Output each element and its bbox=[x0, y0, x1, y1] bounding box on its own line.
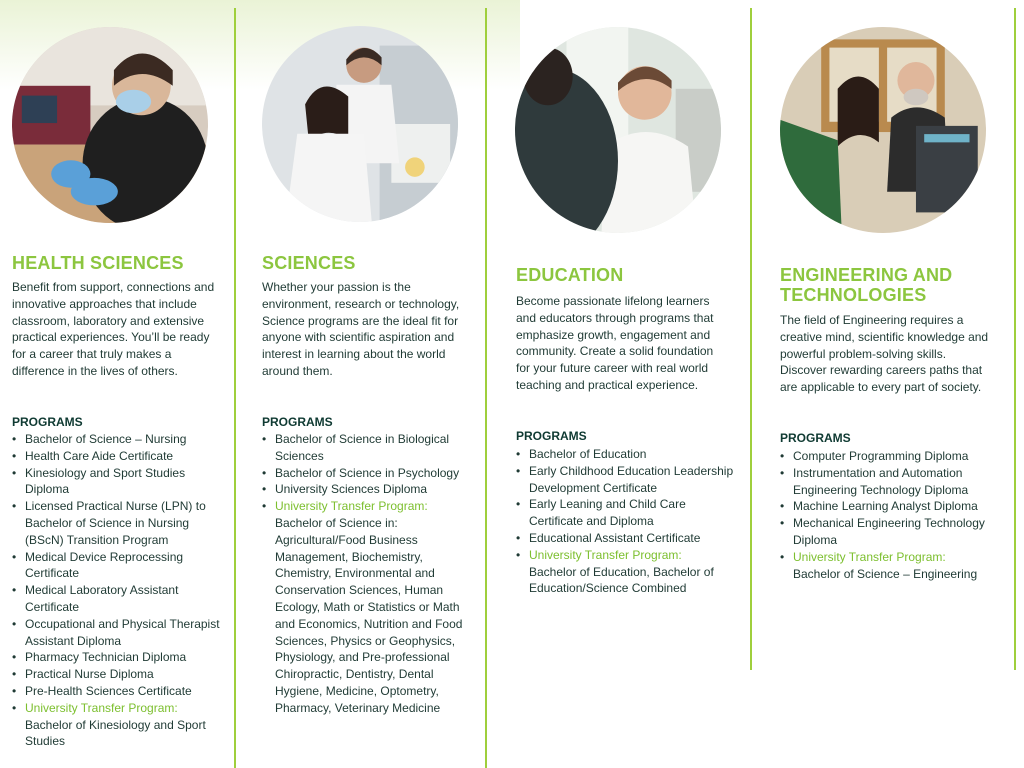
divider-3 bbox=[750, 8, 752, 670]
photo-health-sciences bbox=[12, 27, 208, 223]
program-item bbox=[780, 549, 995, 583]
section-description: Benefit from support, connections and innovative approaches that include classroom, laboratory and extensive practical experiences. You’ll be ready for a career that truly makes a difference in the lives of others. bbox=[12, 280, 215, 378]
program-item bbox=[780, 448, 995, 465]
program-item-text: Bachelor of Science in: Agricultural/Food Business Management, Biochemistry, Chemistry, Environmental and Conservation Sciences, Human Ecology, Math or Statistics or Math and Economics, Nutrition and Food Sciences, Physics or Geophysics, Physiology, and Pre-professional Chiropractic, Dentistry, Dental Hygiene, Medicine, Optometry, Pharmacy, Veterinary Medicine bbox=[275, 515, 463, 715]
program-item-text: Bachelor of Science – Engineering bbox=[793, 566, 978, 581]
program-item-text: Bachelor of Education bbox=[529, 447, 647, 461]
program-item-text: Educational Assistant Certificate bbox=[529, 530, 701, 545]
program-item bbox=[516, 547, 736, 597]
programs-heading: PROGRAMS bbox=[516, 429, 587, 443]
program-item-text: Bachelor of Kinesiology and Sport Studies bbox=[25, 717, 206, 749]
section-description: Whether your passion is the environment, research or technology, Science programs are the ideal fit for anyone with scientific aspiration and interest in learning about the world around them. bbox=[262, 280, 460, 378]
program-list bbox=[516, 446, 736, 597]
program-item-text: Early Leaning and Child Care Certificate and Diploma bbox=[529, 497, 686, 529]
program-item-text: Early Childhood Education Leadership Development Certificate bbox=[529, 463, 734, 495]
program-highlight-label: University Transfer Program: bbox=[275, 499, 428, 514]
program-item bbox=[780, 515, 995, 549]
program-item bbox=[262, 431, 467, 465]
divider-4 bbox=[1014, 8, 1016, 670]
program-item bbox=[12, 649, 222, 666]
program-list bbox=[12, 431, 222, 750]
section-description: The field of Engineering requires a creative mind, scientific knowledge and powerful problem-solving skills. Discover rewarding careers paths that are applicable to every part of society. bbox=[780, 313, 989, 395]
program-item-text: Kinesiology and Sport Studies Diploma bbox=[25, 465, 186, 497]
divider-2 bbox=[485, 8, 487, 768]
program-item bbox=[12, 666, 222, 683]
photo-education bbox=[515, 27, 721, 233]
program-item-text: Medical Laboratory Assistant Certificate bbox=[25, 583, 179, 614]
program-item bbox=[12, 549, 222, 583]
program-item-text: Licensed Practical Nurse (LPN) to Bachelor of Science in Nursing (BScN) Transition Program bbox=[25, 499, 206, 547]
program-list bbox=[780, 448, 995, 582]
programs-heading: PROGRAMS bbox=[780, 431, 851, 445]
program-item bbox=[12, 700, 222, 750]
program-highlight-label: University Transfer Program: bbox=[25, 700, 178, 715]
programs-heading: PROGRAMS bbox=[262, 415, 333, 429]
section-title: SCIENCES bbox=[262, 253, 356, 273]
program-item-text: Computer Programming Diploma bbox=[793, 449, 969, 463]
program-item-text: Medical Device Reprocessing Certificate bbox=[25, 549, 184, 581]
program-highlight-label: University Transfer Program: bbox=[793, 549, 946, 564]
section-description: Become passionate lifelong learners and educators through programs that emphasize growth, engagement and community. Create a solid foundation for your future career with real world teaching and practical experience. bbox=[516, 294, 714, 392]
program-item bbox=[12, 616, 222, 650]
program-item bbox=[12, 498, 222, 548]
program-item-text: Instrumentation and Automation Engineering Technology Diploma bbox=[793, 465, 969, 497]
photo-engineering bbox=[780, 27, 986, 233]
program-item bbox=[12, 683, 222, 700]
program-item-text: Health Care Aide Certificate bbox=[25, 448, 174, 463]
program-highlight-label: University Transfer Program: bbox=[529, 547, 682, 562]
programs-heading: PROGRAMS bbox=[12, 415, 83, 429]
divider-1 bbox=[234, 8, 236, 768]
program-item bbox=[780, 465, 995, 499]
program-item-text: Pharmacy Technician Diploma bbox=[25, 650, 187, 665]
program-item-text: Bachelor of Science – Nursing bbox=[25, 432, 187, 446]
program-item bbox=[12, 582, 222, 616]
section-title: EDUCATION bbox=[516, 265, 624, 285]
program-item-text: Practical Nurse Diploma bbox=[25, 667, 154, 682]
program-item-text: Bachelor of Science in Biological Sciences bbox=[275, 432, 450, 463]
program-item bbox=[516, 446, 736, 463]
program-item-text: Machine Learning Analyst Diploma bbox=[793, 499, 978, 514]
program-item bbox=[12, 465, 222, 499]
program-item-text: Bachelor of Education, Bachelor of Education/Science Combined bbox=[529, 564, 714, 596]
program-list bbox=[262, 431, 467, 717]
program-item bbox=[262, 465, 467, 482]
program-item-text: Mechanical Engineering Technology Diploma bbox=[793, 516, 985, 547]
section-title: HEALTH SCIENCES bbox=[12, 253, 184, 273]
section-title: ENGINEERING AND TECHNOLOGIES bbox=[780, 265, 953, 305]
program-item bbox=[12, 431, 222, 448]
program-item bbox=[516, 496, 736, 530]
program-item-text: Pre-Health Sciences Certificate bbox=[25, 683, 192, 698]
program-item-text: Occupational and Physical Therapist Assistant Diploma bbox=[25, 616, 220, 648]
program-item bbox=[262, 498, 467, 716]
program-item bbox=[262, 481, 467, 498]
program-item bbox=[516, 463, 736, 497]
program-item bbox=[516, 530, 736, 547]
program-item bbox=[12, 448, 222, 465]
photo-sciences bbox=[262, 26, 458, 222]
program-item-text: University Sciences Diploma bbox=[275, 482, 428, 497]
program-item bbox=[780, 498, 995, 515]
program-item-text: Bachelor of Science in Psychology bbox=[275, 465, 460, 480]
